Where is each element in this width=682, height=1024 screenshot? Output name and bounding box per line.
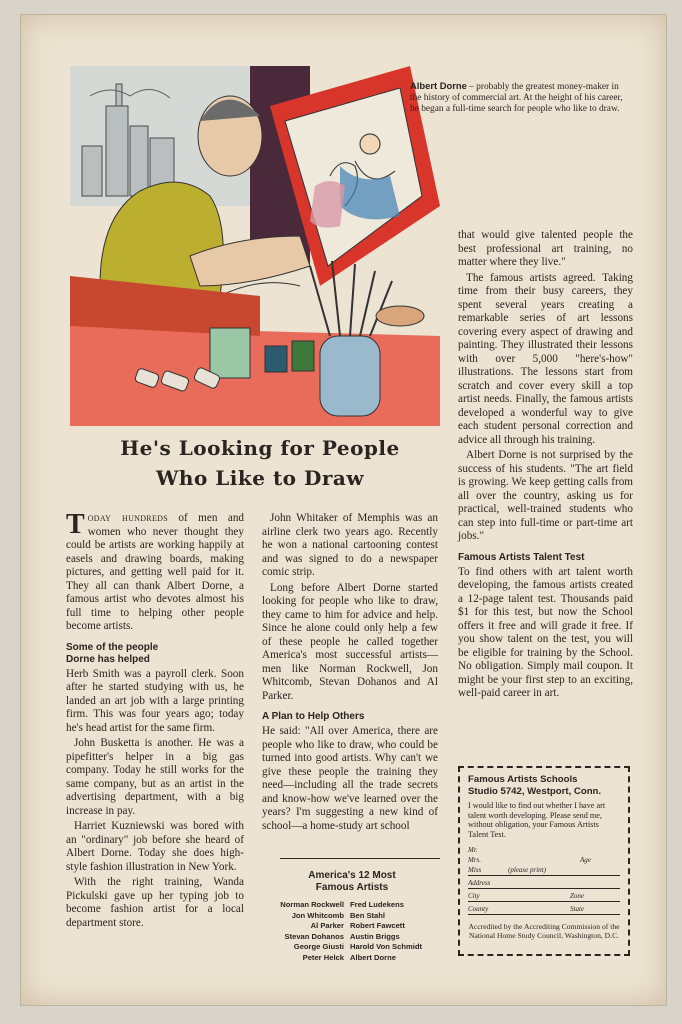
artists-title-line2: Famous Artists	[315, 882, 389, 893]
coupon-name-field[interactable]	[468, 845, 620, 855]
address-label: Address	[468, 879, 491, 887]
artists-title-line1: America's 12 Most	[308, 870, 396, 881]
zone-label: Zone	[570, 892, 584, 900]
county-label: County	[468, 905, 489, 913]
artist-name: Ben Stahl	[350, 910, 386, 920]
article-column-3	[458, 229, 633, 703]
paragraph	[66, 509, 245, 634]
age-label: Age	[580, 856, 591, 864]
artists-title	[262, 870, 442, 894]
subheading-line1: Some of the people	[66, 641, 159, 653]
coupon-school: Famous Artists Schools	[468, 774, 578, 785]
drop-cap: T	[66, 509, 85, 540]
miss-label: Miss	[468, 866, 482, 874]
coupon-accreditation: Accredited by the Accrediting Commission of the National Home Study Council, Washington, D.C.	[468, 922, 620, 940]
city-label: City	[468, 892, 480, 900]
headline	[70, 433, 450, 493]
mr-label: Mr.	[468, 846, 478, 854]
coupon-county-field[interactable]	[468, 904, 620, 915]
state-label: State	[570, 905, 584, 913]
paragraph-text: of men and women who never thought they could be artists are working happily at easels and drawing boards, making pictures, and getting well paid for it. They all can thank Albert Dorne, a famous artist who devotes almost his full time to helping other people become artists.	[66, 512, 245, 632]
artist-illustration	[70, 66, 440, 426]
paragraph: He said: "All over America, there are people who like to draw, who could be turned into good artists. Why can't we give these people the training they need—including all the trade secrets and know-how we've learned over the years? I'm suggesting a new kind of school—a home-study art school	[262, 725, 438, 832]
subheading-line2: Dorne has helped	[66, 653, 150, 665]
artist-name: Jon Whitcomb	[291, 910, 344, 920]
artist-name: Al Parker	[310, 921, 344, 931]
coupon-mrs-field[interactable]	[468, 855, 620, 865]
paragraph: To find others with art talent worth developing, the famous artists created a 12-page talent test. Thousands paid $1 for this test, but now the School offers it free and will grade it free. If you show talent on the test, you will be eligible for training by the School. No obligation. Simply mail coupon. It might be your first step to an exciting, well-paid career in art.	[458, 565, 633, 699]
coupon-address: Studio 5742, Westport, Conn.	[468, 786, 602, 797]
artists-grid	[262, 900, 442, 964]
paragraph: John Whitaker of Memphis was an airline clerk two years ago. Recently he won a national cartooning contest and was signed to do a newspaper comic strip.	[262, 512, 438, 578]
article-column-1	[66, 509, 245, 932]
caption-text: – probably the greatest money-maker in the history of commercial art. At the height of his career, he began a full-time search for people who like to draw.	[410, 82, 623, 114]
paragraph: The famous artists agreed. Taking time from their busy careers, they spent several years creating a remarkable series of art lessons covering every aspect of drawing and painting. They illustrated their lessons with over 5,000 "here's-how" illustrations. The lessons start from scratch and cover every skill a top artist needs. Finally, the famous artists developed a wonderful way to give each student personal correction and advice all through his training.	[458, 271, 633, 446]
illustration-caption	[410, 80, 625, 115]
mrs-label: Mrs.	[468, 856, 482, 864]
lead-smallcaps: oday hundreds	[87, 512, 168, 524]
artist-name: Albert Dorne	[350, 952, 396, 962]
subheading-plan: A Plan to Help Others	[262, 711, 365, 722]
caption-name: Albert Dorne	[410, 80, 467, 91]
divider	[280, 858, 440, 859]
print-note: (please print)	[508, 866, 546, 874]
paragraph: John Busketta is another. He was a pipefitter's helper in a big gas company. Today he still works for the same company, but as an artist in the advertising department, with a big increase in pay.	[66, 737, 244, 817]
paragraph: Albert Dorne is not surprised by the success of his students. "The art field is growing. We keep getting calls from all over the country, asking us for practical, well-trained students who can step into full-time or part-time art jobs."	[458, 449, 633, 542]
coupon-body: I would like to find out whether I have art talent worth developing. Please send me, without obligation, your Famous Artists Talent Test.	[468, 801, 606, 839]
article-column-2	[262, 512, 438, 835]
subheading-people-helped	[66, 642, 244, 666]
famous-artists-list	[262, 870, 442, 964]
headline-line2: Who Like to Draw	[155, 466, 365, 490]
mail-coupon[interactable]	[458, 766, 630, 956]
artist-name: Harold Von Schmidt	[350, 942, 423, 952]
headline-line1: He's Looking for People	[120, 436, 400, 460]
paragraph: Herb Smith was a payroll clerk. Soon after he started studying with us, he landed an art job with a large printing firm. This was four years ago; today he's head artist for the same firm.	[66, 667, 244, 734]
coupon-miss-field[interactable]	[468, 865, 620, 876]
artist-name: Austin Briggs	[350, 931, 400, 941]
artist-name: Norman Rockwell	[280, 900, 344, 909]
paragraph: Harriet Kuzniewski was bored with an "ordinary" job before she heard of Albert Dorne. Today she does high-style fashion illustration in New York.	[66, 820, 244, 873]
artist-name: George Giusti	[293, 942, 344, 952]
artist-name: Robert Fawcett	[350, 921, 405, 931]
paragraph: Long before Albert Dorne started looking for people who like to draw, they came to him for advice and help. Since he alone could only help a few of these people he called together America's most successful artists—men like Norman Rockwell, Jon Whitcomb, Stevan Dohanos and Al Parker.	[262, 581, 438, 702]
paragraph: With the right training, Wanda Pickulski gave up her typing job to become fashion artist for a local department store.	[66, 876, 244, 929]
artist-name: Stevan Dohanos	[284, 931, 344, 941]
artist-name: Fred Ludekens	[350, 900, 405, 909]
artist-name: Peter Helck	[302, 952, 344, 962]
coupon-city-field[interactable]	[468, 891, 620, 902]
paragraph: that would give talented people the best professional art training, no matter where they live."	[458, 229, 633, 268]
coupon-address-field[interactable]	[468, 878, 620, 889]
subheading-talent-test: Famous Artists Talent Test	[458, 551, 585, 563]
